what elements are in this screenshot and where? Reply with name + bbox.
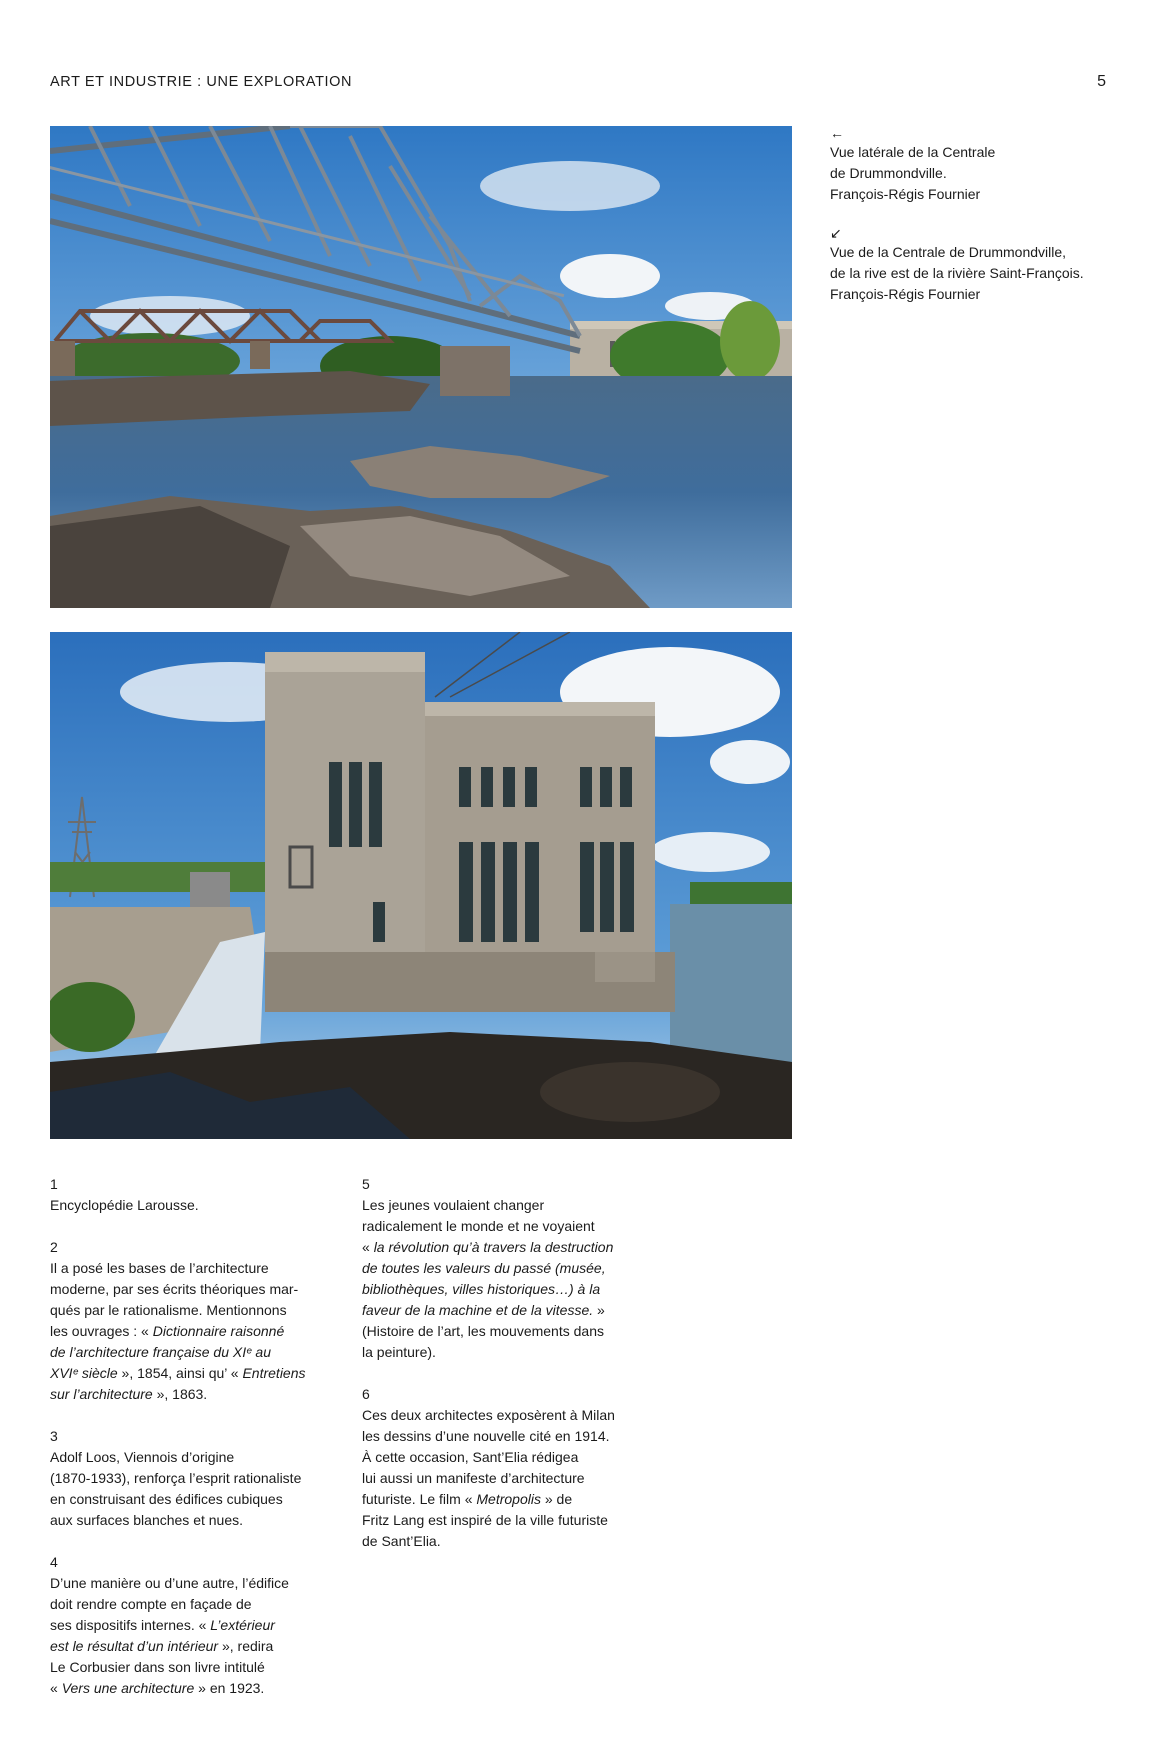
- footnote-text: Fritz Lang est inspiré de la ville futuriste: [362, 1512, 608, 1528]
- arrow-left-icon: ←: [830, 125, 844, 141]
- footnote-line: [50, 1468, 332, 1489]
- footnote-number: 4: [50, 1554, 58, 1570]
- footnote-line: [362, 1405, 644, 1426]
- footnote-number: 1: [50, 1176, 58, 1192]
- footnote-italic-text: Dictionnaire raisonné: [152, 1323, 285, 1339]
- footnote-line: [362, 1237, 644, 1258]
- footnote-text: »: [593, 1302, 605, 1318]
- footnote-1: [50, 1174, 332, 1216]
- footnote-text: » en 1923.: [194, 1680, 265, 1696]
- footnote-number: 6: [362, 1386, 370, 1402]
- footnote-italic-text: L’extérieur: [210, 1617, 275, 1633]
- footnote-line: [50, 1447, 332, 1468]
- footnote-number: 2: [50, 1239, 58, 1255]
- footnote-text: (Histoire de l’art, les mouvements dans: [362, 1323, 604, 1339]
- footnotes-right-column: [362, 1174, 644, 1573]
- photo-bridge-river: [50, 126, 792, 608]
- footnote-italic-text: Entretiens: [242, 1365, 306, 1381]
- footnote-line: [50, 1321, 332, 1342]
- footnote-text: Adolf Loos, Viennois d’origine: [50, 1449, 235, 1465]
- photo-captions: [830, 124, 1130, 324]
- footnote-italic-text: de toutes les valeurs du passé (musée,: [362, 1260, 606, 1276]
- footnote-italic-text: Vers une architecture: [61, 1680, 195, 1696]
- footnote-text: les dessins d’une nouvelle cité en 1914.: [362, 1428, 610, 1444]
- footnote-text: les ouvrages : «: [50, 1323, 153, 1339]
- footnote-italic-text: de l’architecture française du XIᵉ au: [50, 1344, 271, 1360]
- arrow-down-left-icon: ↙: [830, 225, 842, 241]
- caption-line: de Drummondville.: [830, 165, 947, 181]
- footnote-text: moderne, par ses écrits théoriques mar-: [50, 1281, 299, 1297]
- footnote-text: la peinture).: [362, 1344, 436, 1360]
- running-title: ART ET INDUSTRIE : UNE EXPLORATION: [50, 74, 353, 90]
- footnote-text: radicalement le monde et ne voyaient: [362, 1218, 595, 1234]
- footnote-text: qués par le rationalisme. Mentionnons: [50, 1302, 287, 1318]
- footnote-italic-text: faveur de la machine et de la vitesse.: [362, 1302, 594, 1318]
- footnote-italic-text: XVIᵉ siècle: [50, 1365, 118, 1381]
- footnote-text: Ces deux architectes exposèrent à Milan: [362, 1407, 615, 1423]
- footnote-text: en construisant des édifices cubiques: [50, 1491, 283, 1507]
- footnote-line: [50, 1300, 332, 1321]
- caption-credit: François-Régis Fournier: [830, 186, 981, 202]
- footnote-line: [362, 1258, 644, 1279]
- footnotes-left-column: [50, 1174, 332, 1720]
- page-number: 5: [1097, 73, 1106, 90]
- footnote-4: [50, 1552, 332, 1699]
- footnote-5: [362, 1174, 644, 1363]
- photo-power-station: [50, 632, 792, 1139]
- footnote-line: [50, 1657, 332, 1678]
- footnote-italic-text: bibliothèques, villes historiques…) à la: [362, 1281, 601, 1297]
- caption-side-view: [830, 124, 1130, 205]
- footnote-text: D’une manière ou d’une autre, l’édifice: [50, 1575, 289, 1591]
- footnote-line: [362, 1531, 644, 1552]
- footnote-text: «: [50, 1680, 62, 1696]
- footnote-text: » de: [540, 1491, 573, 1507]
- footnote-text: À cette occasion, Sant’Elia rédigea: [362, 1449, 579, 1465]
- footnote-line: [362, 1216, 644, 1237]
- footnote-6: [362, 1384, 644, 1552]
- footnote-line: [362, 1321, 644, 1342]
- footnote-text: », 1854, ainsi qu’ «: [117, 1365, 243, 1381]
- footnote-text: ses dispositifs internes. «: [50, 1617, 211, 1633]
- footnote-line: [362, 1510, 644, 1531]
- footnote-line: [362, 1447, 644, 1468]
- footnote-text: », 1863.: [152, 1386, 208, 1402]
- caption-line: Vue latérale de la Centrale: [830, 144, 996, 160]
- footnote-line: [50, 1489, 332, 1510]
- footnote-number: 3: [50, 1428, 58, 1444]
- footnote-text: Les jeunes voulaient changer: [362, 1197, 545, 1213]
- caption-line: de la rive est de la rivière Saint-François.: [830, 265, 1084, 281]
- footnote-line: [50, 1195, 332, 1216]
- footnote-line: [50, 1384, 332, 1405]
- caption-credit: François-Régis Fournier: [830, 286, 981, 302]
- caption-east-bank-view: [830, 224, 1130, 305]
- footnote-italic-text: est le résultat d’un intérieur: [50, 1638, 219, 1654]
- footnote-text: aux surfaces blanches et nues.: [50, 1512, 244, 1528]
- footnote-text: Il a posé les bases de l’architecture: [50, 1260, 269, 1276]
- footnote-line: [362, 1489, 644, 1510]
- footnote-line: [50, 1594, 332, 1615]
- footnote-line: [362, 1426, 644, 1447]
- footnote-line: [50, 1510, 332, 1531]
- footnote-line: [362, 1279, 644, 1300]
- footnote-text: Le Corbusier dans son livre intitulé: [50, 1659, 265, 1675]
- footnote-line: [50, 1342, 332, 1363]
- footnote-line: [50, 1279, 332, 1300]
- footnote-italic-text: sur l’architecture: [50, 1386, 153, 1402]
- footnote-line: [50, 1573, 332, 1594]
- footnote-line: [362, 1468, 644, 1489]
- footnote-text: Encyclopédie Larousse.: [50, 1197, 199, 1213]
- footnote-line: [50, 1363, 332, 1384]
- footnote-text: futuriste. Le film «: [362, 1491, 477, 1507]
- footnote-3: [50, 1426, 332, 1531]
- footnote-line: [362, 1300, 644, 1321]
- footnote-italic-text: Metropolis: [476, 1491, 541, 1507]
- footnote-2: [50, 1237, 332, 1405]
- footnote-line: [50, 1615, 332, 1636]
- footnote-line: [50, 1258, 332, 1279]
- footnote-italic-text: la révolution qu’à travers la destruction: [373, 1239, 614, 1255]
- footnote-line: [50, 1678, 332, 1699]
- footnote-line: [362, 1195, 644, 1216]
- footnote-text: », redira: [218, 1638, 274, 1654]
- footnote-number: 5: [362, 1176, 370, 1192]
- footnote-text: doit rendre compte en façade de: [50, 1596, 252, 1612]
- footnote-text: (1870-1933), renforça l’esprit rationaliste: [50, 1470, 302, 1486]
- footnote-text: «: [362, 1239, 374, 1255]
- footnote-text: lui aussi un manifeste d’architecture: [362, 1470, 585, 1486]
- caption-line: Vue de la Centrale de Drummondville,: [830, 244, 1067, 260]
- footnote-line: [50, 1636, 332, 1657]
- footnote-text: de Sant’Elia.: [362, 1533, 441, 1549]
- footnote-line: [362, 1342, 644, 1363]
